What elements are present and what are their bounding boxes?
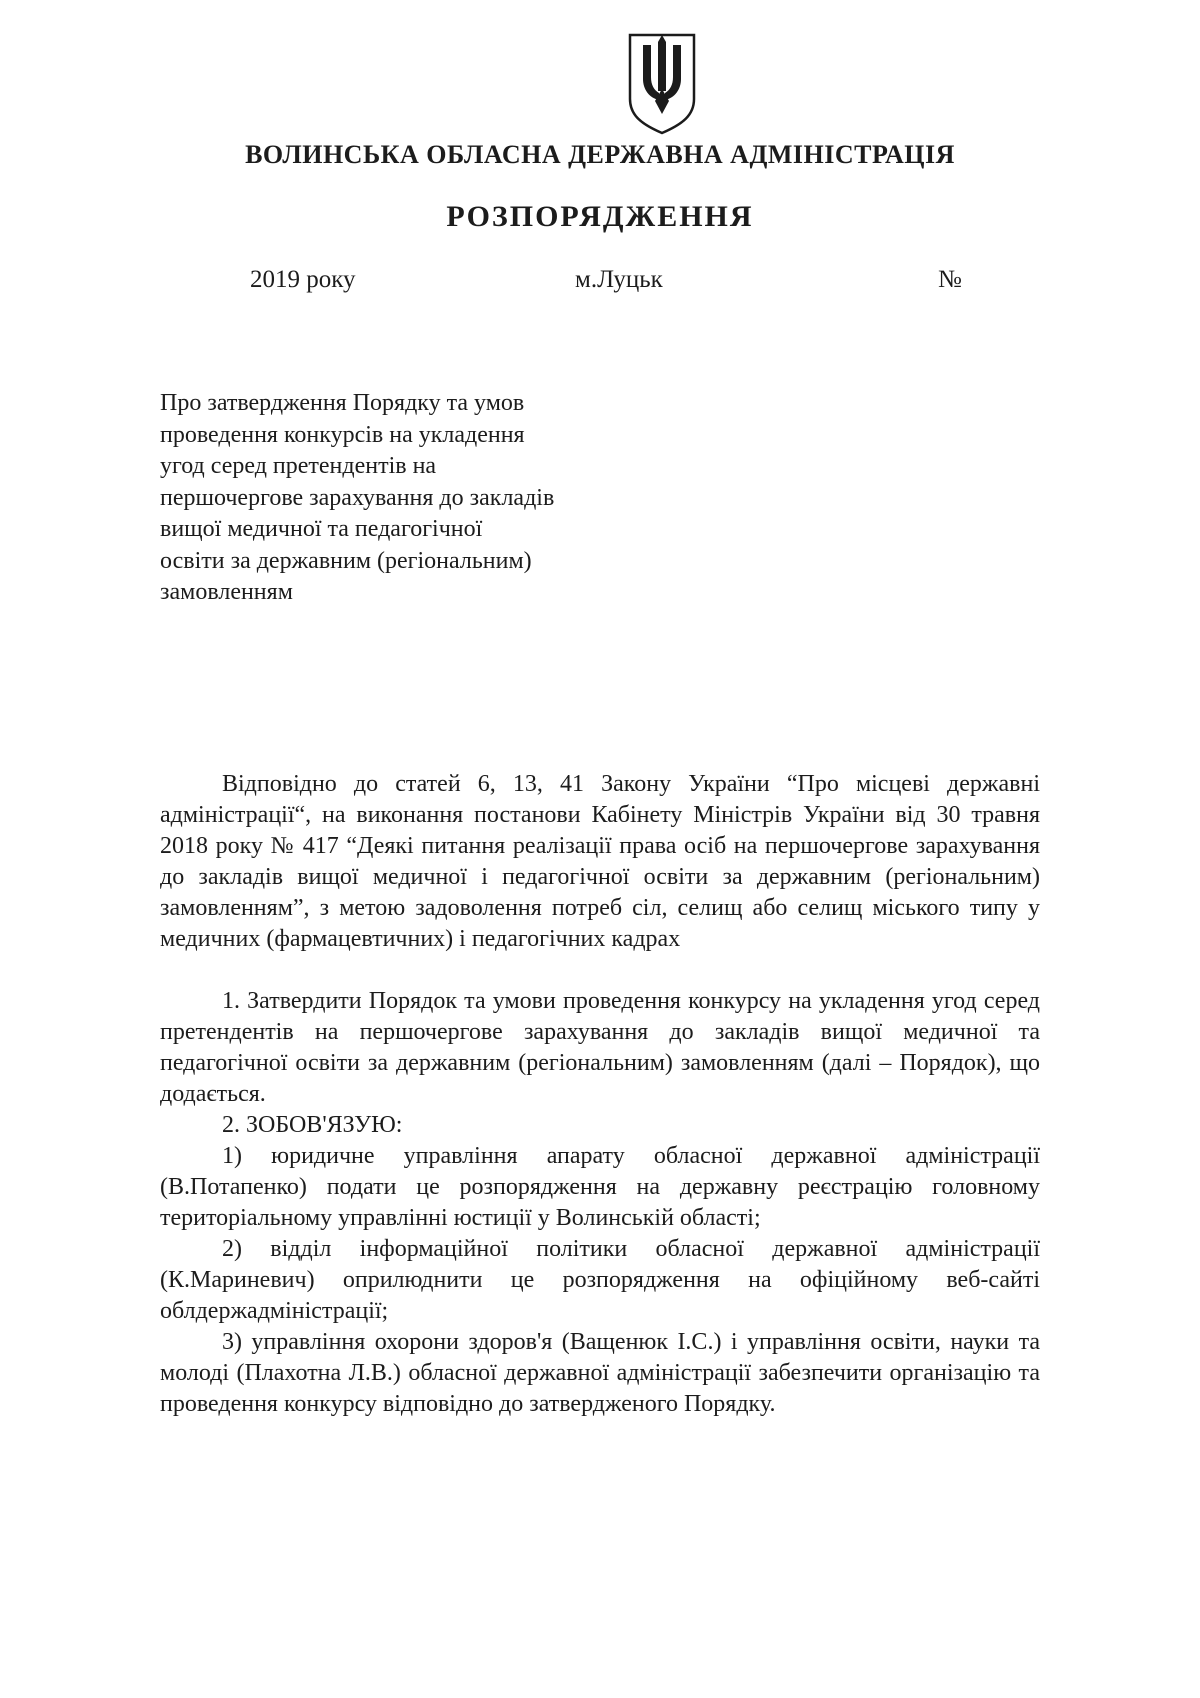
subject-line: освіти за державним (регіональним) (160, 547, 532, 574)
subject-line: вищої медичної та педагогічної (160, 516, 483, 542)
document-number-sign: № (938, 266, 962, 293)
coat-of-arms-icon (627, 33, 697, 135)
subject-line: замовленням (160, 579, 293, 605)
body-paragraph: Відповідно до статей 6, 13, 41 Закону України “Про місцеві державні адміністрації“, на виконання постанови Кабінету Міністрів України від 30 травня 2018 року № 417 “Деякі питання реалізації права осіб на першочергове зарахування до закладів вищої медичної і педагогічної освіти за державним (регіональним) замовленням”, з метою задоволення потреб сіл, селищ або селищ міського типу у медичних (фармацевтичних) і педагогічних кадрах (160, 771, 1040, 952)
subject-line: проведення конкурсів на укладення (160, 421, 525, 448)
subject-line: першочергове зарахування до закладів (160, 484, 555, 511)
organization-name: ВОЛИНСЬКА ОБЛАСНА ДЕРЖАВНА АДМІНІСТРАЦІЯ (245, 140, 955, 169)
document-date: 2019 року (250, 266, 356, 293)
body-paragraph: 1. Затвердити Порядок та умови проведення конкурсу на укладення угод серед претендентів на першочергове зарахування до закладів вищої медичної та педагогічної освіти за державним (регіональним) замовленням (далі – Порядок), що додається. (160, 988, 1040, 1107)
subject-line: угод серед претендентів на (160, 453, 437, 479)
document-city: м.Луцьк (575, 266, 663, 293)
body-paragraph: 3) управління охорони здоров'я (Ващенюк І.С.) і управління освіти, науки та молоді (Плахотна Л.В.) обласної державної адміністрації забезпечити організацію та проведення конкурсу відповідно до затвердженого Порядку. (160, 1329, 1040, 1417)
document-type-title: РОЗПОРЯДЖЕННЯ (446, 200, 754, 233)
document-body (160, 769, 1040, 1420)
body-paragraph: 2. ЗОБОВ'ЯЗУЮ: (222, 1112, 403, 1138)
subject-block (160, 388, 630, 609)
body-paragraph: 1) юридичне управління апарату обласної державної адміністрації (В.Потапенко) подати це розпорядження на державну реєстрацію головному територіальному управлінні юстиції у Волинській області; (160, 1143, 1040, 1231)
date-place-number-line (0, 266, 1200, 298)
body-paragraph: 2) відділ інформаційної політики обласної державної адміністрації (К.Мариневич) оприлюднити це розпорядження на офіційному веб-сайті облдержадміністрації; (160, 1236, 1040, 1324)
subject-line: Про затвердження Порядку та умов (160, 390, 525, 416)
